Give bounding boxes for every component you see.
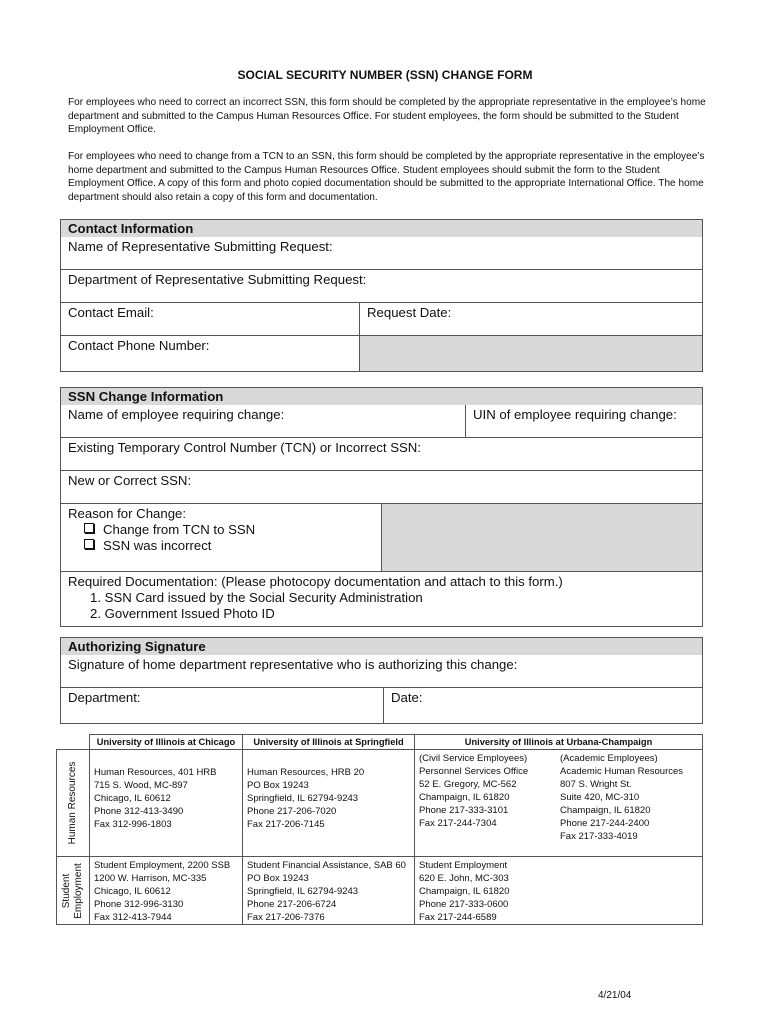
auth-department-label: Department: bbox=[68, 690, 141, 705]
reason-field bbox=[61, 504, 381, 571]
option-label: SSN was incorrect bbox=[103, 538, 212, 553]
hr-chicago-address: Human Resources, 401 HRB 715 S. Wood, MC-897 Chicago, IL 60612 Phone 312-413-3490 Fax 312-996-1803 bbox=[90, 750, 243, 857]
employee-name-field[interactable] bbox=[61, 405, 465, 437]
auth-header: Authorizing Signature bbox=[61, 638, 702, 655]
ssn-section bbox=[60, 387, 703, 627]
signature-field[interactable] bbox=[61, 655, 702, 688]
new-ssn-label: New or Correct SSN: bbox=[68, 473, 192, 488]
signature-label: Signature of home department representative who is authorizing this change: bbox=[68, 657, 518, 672]
rep-name-label: Name of Representative Submitting Request: bbox=[68, 239, 333, 254]
header-urbana-champaign: University of Illinois at Urbana-Champaign bbox=[415, 735, 703, 750]
uiuc-civil-service-address: (Civil Service Employees) Personnel Services Office 52 E. Gregory, MC-562 Champaign, IL 61820 Phone 217-333-3101 Fax 217-244-7304 bbox=[419, 753, 529, 829]
rep-name-field[interactable] bbox=[61, 237, 702, 270]
ssn-header: SSN Change Information bbox=[61, 388, 702, 405]
row-label-human-resources: Human Resources bbox=[57, 750, 90, 857]
contact-phone-field[interactable] bbox=[61, 336, 359, 371]
required-docs-label: Required Documentation: (Please photocopy documentation and attach to this form.) bbox=[68, 574, 563, 589]
contact-section bbox=[60, 219, 703, 372]
row-label-student-employment: Student Employment bbox=[57, 857, 90, 925]
table-row bbox=[57, 857, 703, 925]
new-ssn-field[interactable] bbox=[61, 471, 702, 504]
contact-email-label: Contact Email: bbox=[68, 305, 154, 320]
uiuc-academic-address: (Academic Employees) Academic Human Resources 807 S. Wright St. Suite 420, MC-310 Champaign, IL 61820 Phone 217-244-2400 Fax 217-333-4019 bbox=[560, 753, 684, 842]
request-date-field[interactable] bbox=[359, 303, 702, 335]
page-title: SOCIAL SECURITY NUMBER (SSN) CHANGE FORM bbox=[237, 68, 533, 82]
auth-department-field[interactable] bbox=[61, 688, 383, 723]
existing-tcn-label: Existing Temporary Control Number (TCN) or Incorrect SSN: bbox=[68, 440, 421, 455]
option-label: Change from TCN to SSN bbox=[103, 522, 256, 537]
contact-email-field[interactable] bbox=[61, 303, 359, 335]
intro-paragraph-1: For employees who need to correct an incorrect SSN, this form should be completed by the appropriate representative in the employee’s home department and submitted to the Campus Human Resources Office. For student employees, the form should be submitted to the Student Employment Office. bbox=[68, 97, 706, 136]
header-springfield: University of Illinois at Springfield bbox=[243, 735, 415, 750]
doc-item: 2. Government Issued Photo ID bbox=[90, 606, 275, 621]
uin-field[interactable] bbox=[465, 405, 702, 437]
table-row bbox=[57, 750, 703, 857]
existing-tcn-field[interactable] bbox=[61, 438, 702, 471]
intro-paragraph-2: For employees who need to change from a TCN to an SSN, this form should be completed by the appropriate representative in the employee’s home department and submitted to the Campus Human Resources Office. Student employees should submit the form to the Student Employment Office. A copy of this form and photo copied documentation should be submitted to the appropriate International Office. The home department should also retain a copy of this form and documentation. bbox=[68, 151, 705, 203]
auth-section bbox=[60, 637, 703, 724]
office-directory-table bbox=[56, 734, 703, 925]
se-chicago-address: Student Employment, 2200 SSB 1200 W. Harrison, MC-335 Chicago, IL 60612 Phone 312-996-3130 Fax 312-413-7944 bbox=[90, 857, 243, 925]
doc-item: 1. SSN Card issued by the Social Security Administration bbox=[90, 590, 423, 605]
se-springfield-address: Student Financial Assistance, SAB 60 PO Box 19243 Springfield, IL 62794-9243 Phone 217-206-6724 Fax 217-206-7376 bbox=[243, 857, 415, 925]
rep-dept-label: Department of Representative Submitting Request: bbox=[68, 272, 367, 287]
auth-date-label: Date: bbox=[391, 690, 423, 705]
contact-header: Contact Information bbox=[61, 220, 702, 237]
request-date-label: Request Date: bbox=[367, 305, 452, 320]
shaded-cell bbox=[381, 504, 702, 571]
contact-phone-label: Contact Phone Number: bbox=[68, 338, 210, 353]
auth-date-field[interactable] bbox=[383, 688, 702, 723]
reason-label: Reason for Change: bbox=[68, 506, 187, 521]
rep-dept-field[interactable] bbox=[61, 270, 702, 303]
option-tcn-to-ssn[interactable] bbox=[68, 522, 374, 538]
shaded-cell bbox=[359, 336, 702, 371]
hr-springfield-address: Human Resources, HRB 20 PO Box 19243 Springfield, IL 62794-9243 Phone 217-206-7020 Fax 217-206-7145 bbox=[243, 750, 415, 857]
revision-date: 4/21/04 bbox=[598, 990, 632, 1001]
se-urbana-champaign-address: Student Employment 620 E. John, MC-303 Champaign, IL 61820 Phone 217-333-0600 Fax 217-244-6589 bbox=[415, 857, 703, 925]
checkbox-ssn-incorrect[interactable] bbox=[84, 539, 94, 549]
required-docs bbox=[61, 572, 702, 624]
hr-urbana-champaign-address bbox=[415, 750, 703, 857]
checkbox-tcn-to-ssn[interactable] bbox=[84, 523, 94, 533]
header-chicago: University of Illinois at Chicago bbox=[90, 735, 243, 750]
uin-label: UIN of employee requiring change: bbox=[473, 407, 677, 422]
employee-name-label: Name of employee requiring change: bbox=[68, 407, 285, 422]
option-ssn-incorrect[interactable] bbox=[68, 538, 374, 554]
